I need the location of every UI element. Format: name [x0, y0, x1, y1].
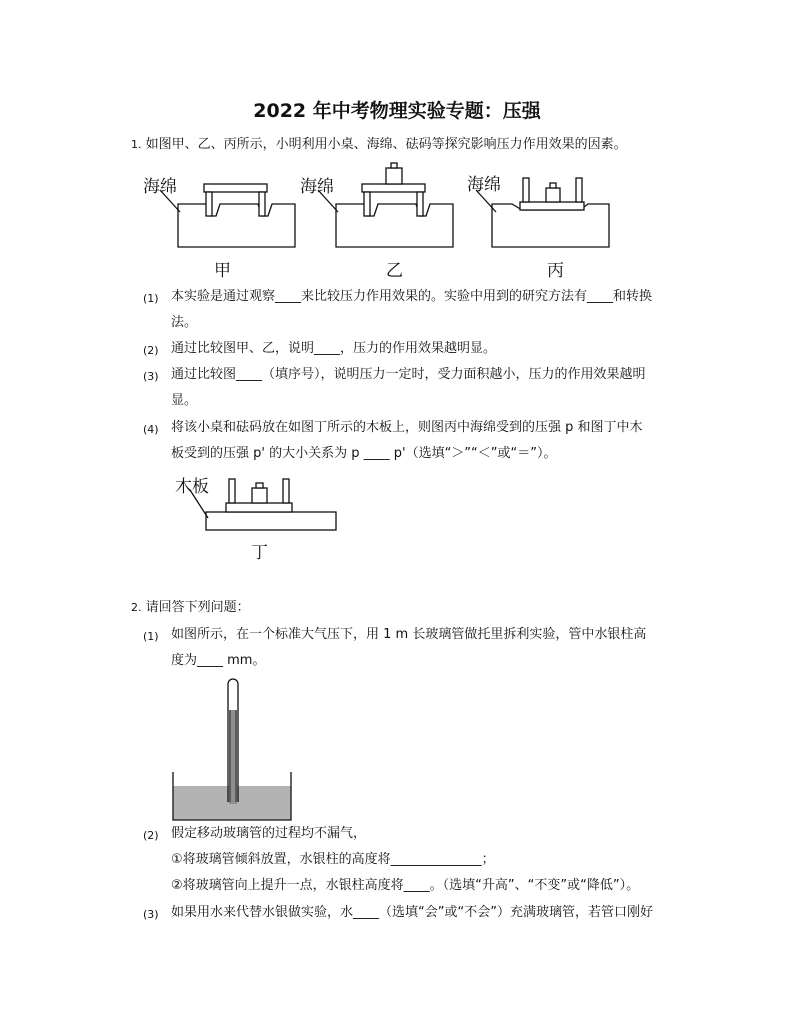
- sub-question-2-1: 如图所示，在一个标准大气压下，用 1 m 长玻璃管做托里拆利实验，管中水银柱高 度为____ mm。: [171, 627, 647, 668]
- question-2: [131, 599, 250, 617]
- sub-question-1-2: 通过比较图甲、乙，说明____，压力的作用效果越明显。: [171, 341, 497, 356]
- question-1: [131, 136, 627, 154]
- sub-number: (3): [143, 370, 159, 383]
- label-sponge-bing: 海绵: [467, 175, 501, 195]
- sub-number: (2): [143, 829, 159, 842]
- sub-question-1-3: 通过比较图____（填序号），说明压力一定时，受力面积越小，压力的作用效果越明 显。: [171, 367, 646, 408]
- figure-torricelli: [168, 674, 298, 824]
- label-wood-board: 木板: [175, 477, 209, 497]
- label-sponge-yi: 海绵: [300, 177, 334, 197]
- figure-label-ding: 丁: [251, 543, 268, 563]
- sub-question-1-1: 本实验是通过观察____来比较压力作用效果的。实验中用到的研究方法有____和转换 法。: [171, 289, 653, 330]
- question-number: 1.: [131, 138, 142, 151]
- sub-number: (1): [143, 630, 159, 643]
- question-stem: 请回答下列问题：: [145, 600, 250, 615]
- page-title: 2022 年中考物理实验专题：压强: [253, 100, 541, 122]
- figure-label-jia: 甲: [214, 261, 231, 281]
- sub-question-2-3: 如果用水来代替水银做实验，水____（选填“会”或“不会”）充满玻璃管，若管口刚好: [171, 905, 653, 920]
- question-number: 2.: [131, 601, 142, 614]
- sub-number: (4): [143, 423, 159, 436]
- figure-label-yi: 乙: [386, 261, 403, 281]
- sub-number: (3): [143, 908, 159, 921]
- sub-number: (1): [143, 292, 159, 305]
- sub-question-1-4: 将该小桌和砝码放在如图丁所示的木板上，则图丙中海绵受到的压强 p 和图丁中木 板受到的压强 p' 的大小关系为 p ____ p'（选填“＞”“＜”或“＝”）。: [171, 420, 643, 461]
- figure-label-bing: 丙: [547, 261, 564, 281]
- sub-question-2-2: 假定移动玻璃管的过程均不漏气， ①将玻璃管倾斜放置，水银柱的高度将______________； ②将玻璃管向上提升一点，水银柱高度将____。（选填“升高”、“不变”或“降低”）。: [171, 826, 640, 893]
- sub-number: (2): [143, 344, 159, 357]
- label-sponge-jia: 海绵: [143, 177, 177, 197]
- question-stem: 如图甲、乙、丙所示，小明利用小桌、海绵、砝码等探究影响压力作用效果的因素。: [145, 137, 627, 152]
